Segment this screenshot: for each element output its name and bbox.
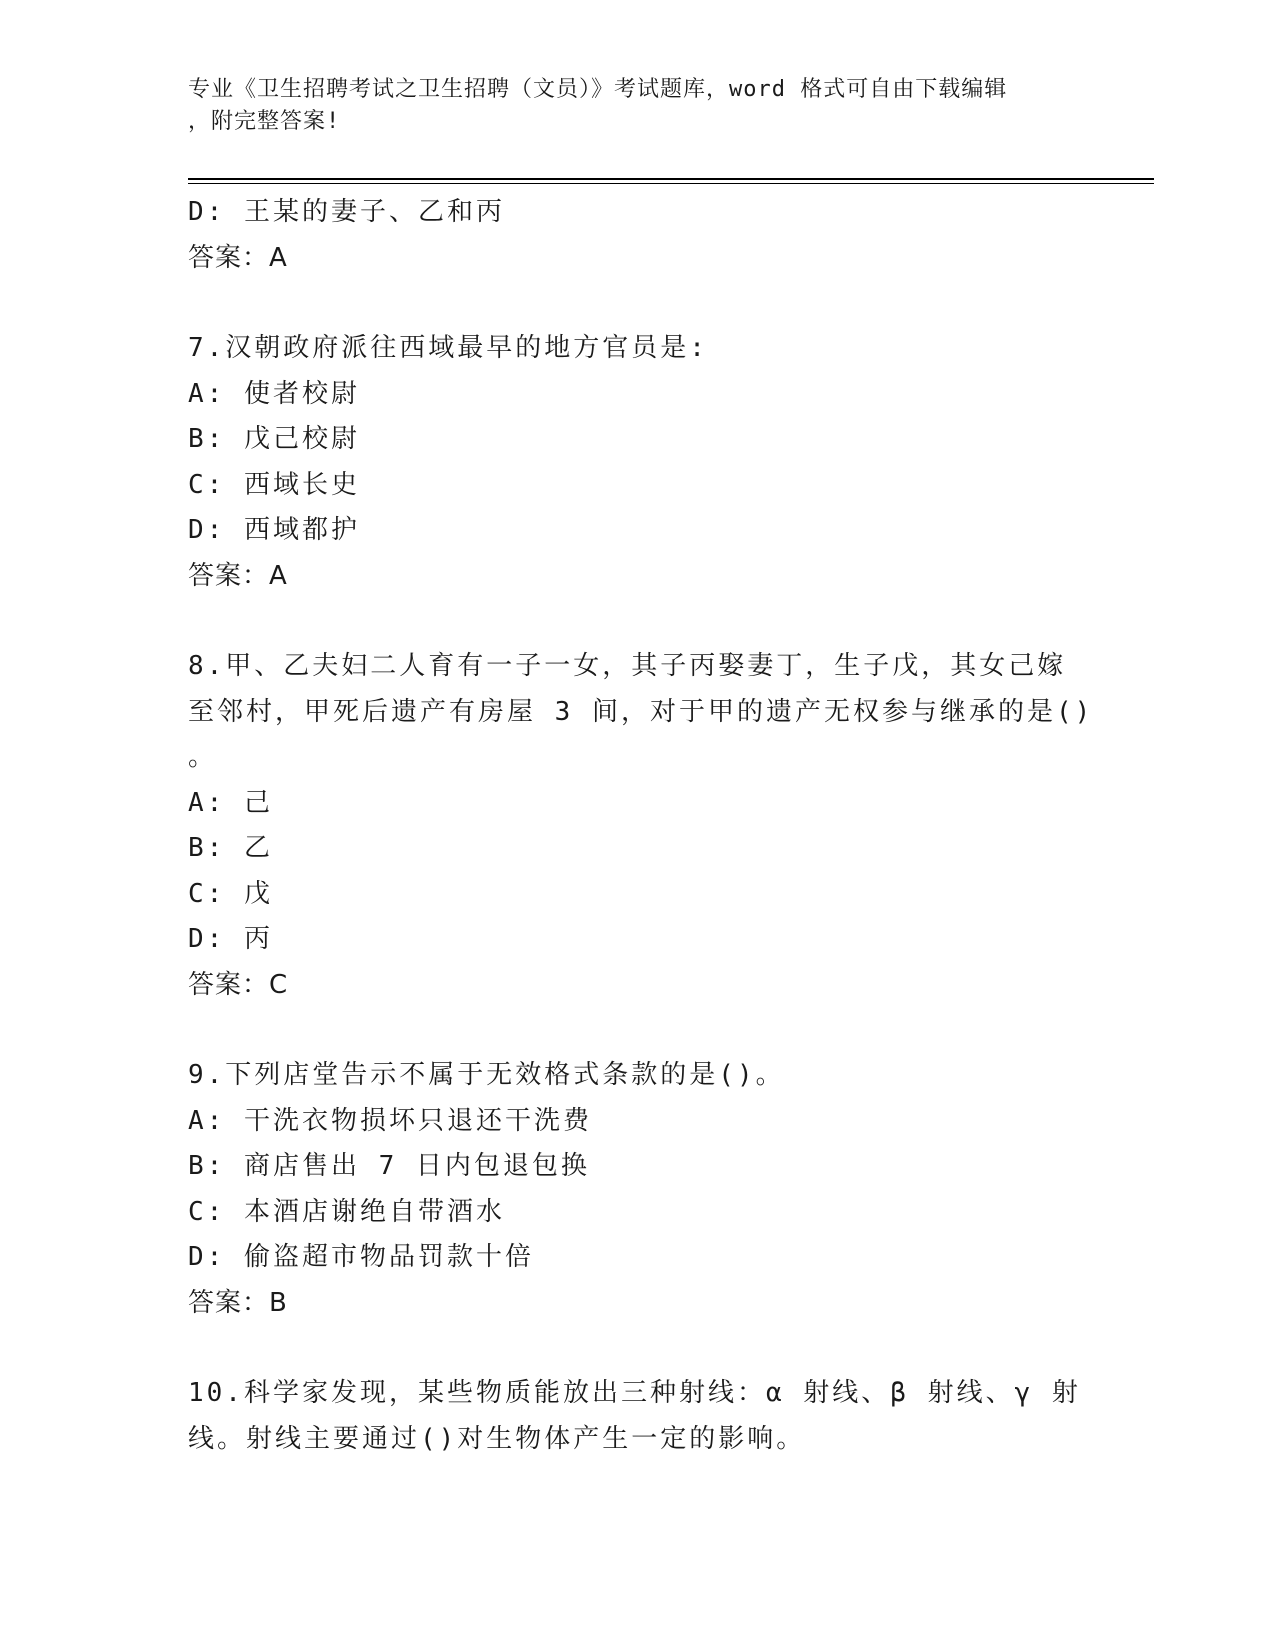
question-stem-line-2: 线。射线主要通过()对生物体产生一定的影响。 <box>188 1423 806 1454</box>
document-header <box>188 74 1068 138</box>
question-stem: 7.汉朝政府派往西域最早的地方官员是: <box>188 333 708 363</box>
question-8 <box>188 644 1094 1008</box>
answer: 答案：A <box>188 242 288 273</box>
spacer <box>188 1326 1068 1371</box>
header-divider-thick <box>188 178 1154 180</box>
spacer <box>188 1008 1068 1053</box>
question-stem-line-1: 8.甲、乙夫妇二人育有一子一女，其子丙娶妻丁，生子戊，其女己嫁 <box>188 651 1067 681</box>
spacer <box>188 599 1068 644</box>
question-stem-line-1: 10.科学家发现，某些物质能放出三种射线：α 射线、β 射线、γ 射 <box>188 1378 1081 1408</box>
question-6 <box>188 190 1068 281</box>
header-line-2: ，附完整答案! <box>188 109 341 134</box>
option-c: C: 本酒店谢绝自带酒水 <box>188 1196 505 1227</box>
option-d: D: 偷盗超市物品罚款十倍 <box>188 1242 534 1272</box>
question-list <box>188 190 1094 1462</box>
option-b: B: 乙 <box>188 833 273 863</box>
option-a: A: 干洗衣物损坏只退还干洗费 <box>188 1105 592 1136</box>
option-b: B: 商店售出 7 日内包退包换 <box>188 1151 590 1181</box>
option-a: A: 己 <box>188 787 273 818</box>
option-d: D: 王某的妻子、乙和丙 <box>188 197 505 227</box>
header-line-1: 专业《卫生招聘考试之卫生招聘（文员）》考试题库，word 格式可自由下载编辑 <box>188 77 1008 102</box>
option-a: A: 使者校尉 <box>188 378 360 409</box>
option-c: C: 西域长史 <box>188 469 360 500</box>
answer: 答案：B <box>188 1287 288 1318</box>
spacer <box>188 281 1068 326</box>
option-c: C: 戊 <box>188 878 273 909</box>
question-stem-line-2: 至邻村，甲死后遗产有房屋 3 间，对于甲的遗产无权参与继承的是() <box>188 696 1094 727</box>
answer: 答案：A <box>188 560 288 591</box>
header-divider-thin <box>188 183 1154 184</box>
option-d: D: 西域都护 <box>188 515 360 545</box>
question-7 <box>188 326 1068 599</box>
question-10 <box>188 1371 1081 1462</box>
answer: 答案：C <box>188 969 289 1000</box>
question-stem-line-3: 。 <box>188 742 218 772</box>
option-d: D: 丙 <box>188 924 273 954</box>
question-9 <box>188 1053 1068 1326</box>
option-b: B: 戊己校尉 <box>188 424 360 454</box>
question-stem: 9.下列店堂告示不属于无效格式条款的是()。 <box>188 1060 785 1090</box>
